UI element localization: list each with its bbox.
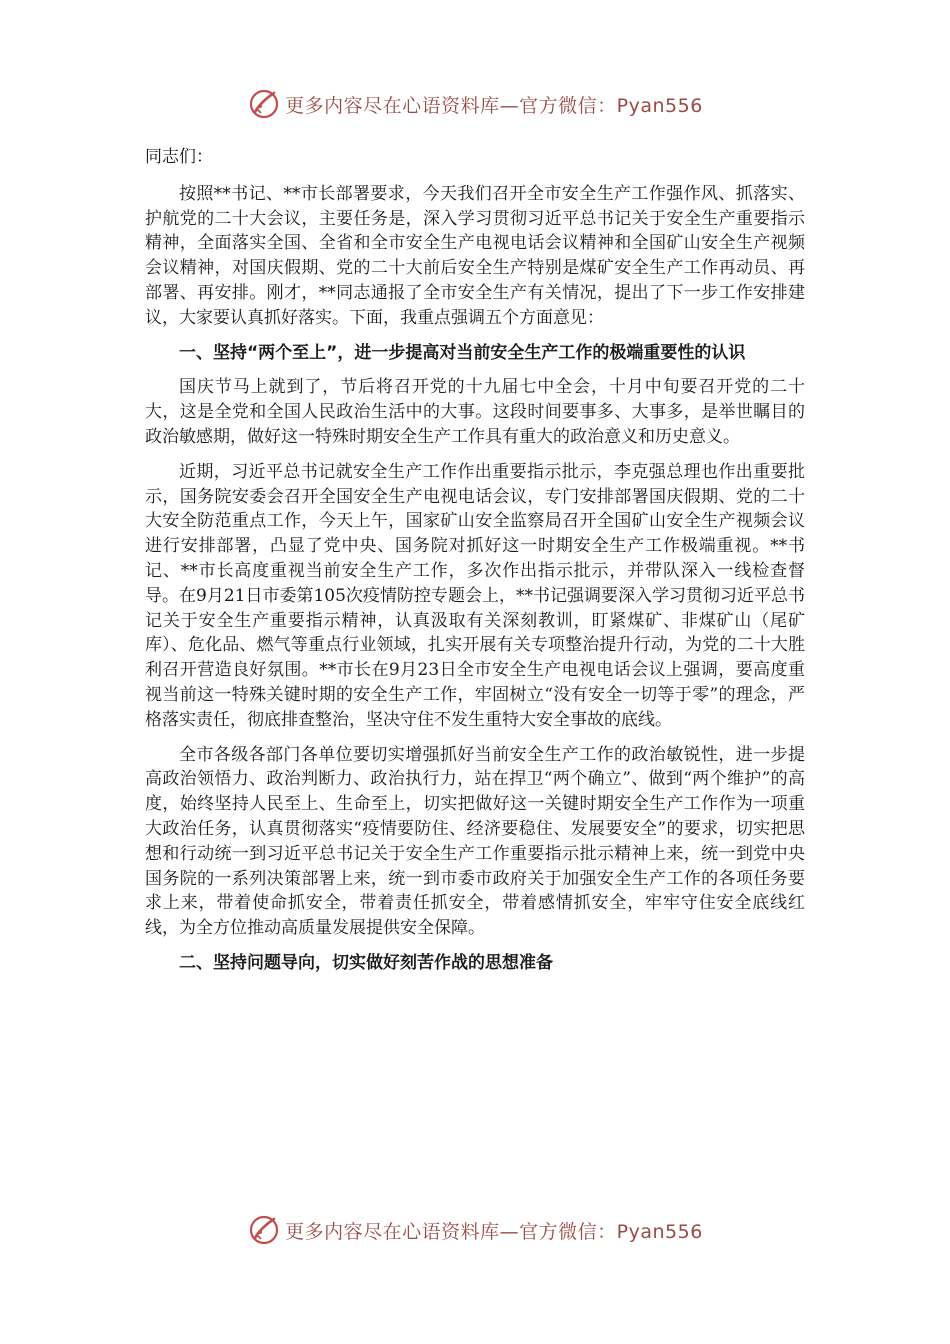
salutation: 同志们： xyxy=(145,147,213,167)
section1-paragraph-2: 近期，习近平总书记就安全生产工作作出重要指示批示，李克强总理也作出重要批示，国务院安委会召开全国安全生产电视电话会议，专门安排部署国庆假期、党的二十大安全防范重点工作，今天上午，国家矿山安全监察局召开全国矿山安全生产视频会议进行安排部署，凸显了党中央、国务院对抓好这一时期安全生产工作极端重视。**书记、**市长高度重视当前安全生产工作，多次作出指示批示，并带队深入一线检查督导。在9月21日市委第105次疫情防控专题会上，**书记强调要深入学习贯彻习近平总书记关于安全生产重要指示精神，认真汲取有关深刻教训，盯紧煤矿、非煤矿山（尾矿库）、危化品、燃气等重点行业领域，扎实开展有关专项整治提升行动，为党的二十大胜利召开营造良好氛围。**市长在9月23日全市安全生产电视电话会议上强调，要高度重视当前这一特殊关键时期的安全生产工作，牢固树立“没有安全一切等于零”的理念，严格落实责任，彻底排查整治，坚决守住不发生重特大安全事故的底线。 xyxy=(145,461,805,730)
section2-heading: 二、坚持问题导向，切实做好刻苦作战的思想准备 xyxy=(179,952,553,973)
section1-paragraph-1: 国庆节马上就到了，节后将召开党的十九届七中全会，十月中旬要召开党的二十大，这是全党和全国人民政治生活中的大事。这段时间要事多、大事多，是举世瞩目的政治敏感期，做好这一特殊时期安全生产工作具有重大的政治意义和历史意义。 xyxy=(145,377,805,447)
document-body xyxy=(145,145,805,986)
header-brand-text: 更多内容尽在心语资料库—官方微信：Pyan556 xyxy=(285,94,703,117)
pen-logo-icon xyxy=(247,87,281,121)
footer-banner xyxy=(0,1210,950,1250)
intro-paragraph: 按照**书记、**市长部署要求，今天我们召开全市安全生产工作强作风、抓落实、护航党的二十大会议，主要任务是，深入学习贯彻习近平总书记关于安全生产重要指示精神，全面落实全国、全省和全市安全生产电视电话会议精神和全国矿山安全生产视频会议精神，对国庆假期、党的二十大前后安全生产特别是煤矿安全生产工作再动员、再部署、再安排。刚才，**同志通报了全市安全生产有关情况，提出了下一步工作安排建议，大家要认真抓好落实。下面，我重点强调五个方面意见： xyxy=(145,183,805,328)
pen-logo-icon xyxy=(247,1213,281,1247)
header-banner xyxy=(0,84,950,124)
section1-heading: 一、坚持“两个至上”，进一步提高对当前安全生产工作的极端重要性的认识 xyxy=(179,342,746,363)
section1-paragraph-3: 全市各级各部门各单位要切实增强抓好当前安全生产工作的政治敏锐性，进一步提高政治领悟力、政治判断力、政治执行力，站在捍卫“两个确立”、做到“两个维护”的高度，始终坚持人民至上、生命至上，切实把做好这一关键时期安全生产工作作为一项重大政治任务，认真贯彻落实“疫情要防住、经济要稳住、发展要安全”的要求，切实把思想和行动统一到习近平总书记关于安全生产工作重要指示批示精神上来，统一到党中央国务院的一系列决策部署上来，统一到市委市政府关于加强安全生产工作的各项任务要求上来，带着使命抓安全，带着责任抓安全，带着感情抓安全，牢牢守住安全底线红线，为全方位推动高质量发展提供安全保障。 xyxy=(145,744,805,939)
footer-brand-text: 更多内容尽在心语资料库—官方微信：Pyan556 xyxy=(285,1220,703,1243)
